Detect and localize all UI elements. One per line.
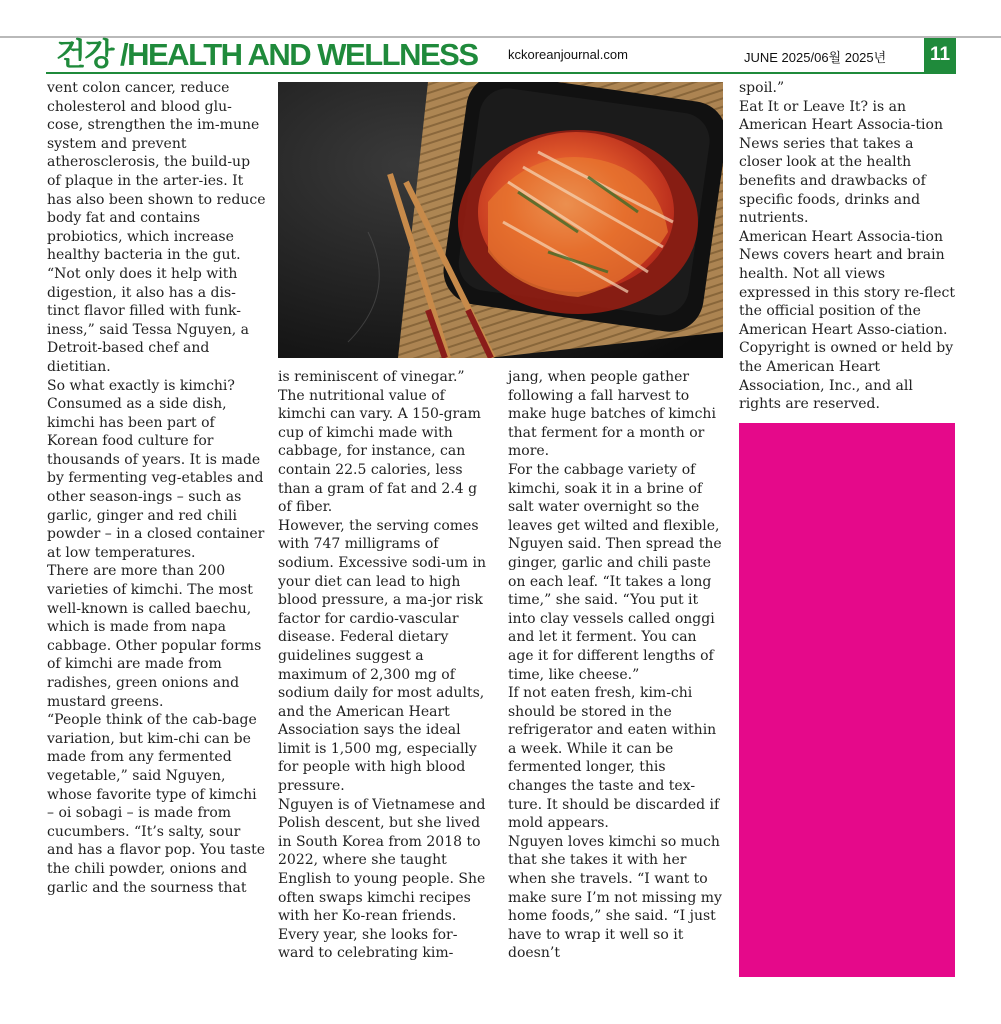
paragraph: For the cabbage variety of kimchi, soak it in a brine of salt water overnight so the leaves get wilted and flexible, Nguyen said. Then spread the ginger, garlic and chili paste on each leaf. “It takes a long time,” she said. “You put it into clay vessels called onggi and let it ferment. You can age it for different lengths of time, like cheese.” — [508, 461, 722, 683]
page-number: 11 — [924, 38, 956, 72]
paragraph: vent colon cancer, reduce cholesterol and blood glu-cose, strengthen the im-mune system and prevent atherosclerosis, the build-up of plaque in the arter-ies. It has also been shown to reduce body fat and contains probiotics, which increase healthy bacteria in the gut. — [47, 80, 266, 264]
site-url: kckoreanjournal.com — [508, 47, 628, 62]
section-title: 건강 /HEALTH AND WELLNESS — [56, 37, 478, 72]
kimchi-photo — [278, 82, 723, 358]
advertisement-block[interactable] — [739, 423, 955, 977]
paragraph: Eat It or Leave It? is an American Heart Associa-tion News series that takes a closer look at the health benefits and drawbacks of specific foods, drinks and nutrients. — [739, 98, 943, 227]
paragraph: American Heart Associa-tion News covers heart and brain health. Not all views expressed in this story re-flect the official position of the American Heart Asso-ciation. Copyright is owned or held by the American Heart Association, Inc., and all rights are reserved. — [739, 228, 955, 413]
issue-date: JUNE 2025/06월 2025년 — [744, 50, 887, 65]
paragraph: There are more than 200 varieties of kimchi. The most well-known is called baechu, which is made from napa cabbage. Other popular forms of kimchi are made from radishes, green onions and mustard greens. — [47, 563, 262, 710]
paragraph: However, the serving comes with 747 milligrams of sodium. Excessive sodi-um in your diet can lead to high blood pressure, a ma-jor risk factor for cardio-vascular disease. Federal dietary guidelines suggest a maximum of 2,300 mg of sodium daily for most adults, and the American Heart Association says the ideal limit is 1,500 mg, especially for people with high blood pressure. — [278, 517, 486, 795]
paragraph: If not eaten fresh, kim-chi should be stored in the refrigerator and eaten within a week. While it can be fermented longer, this changes the taste and tex-ture. It should be discarded if mold appears. — [508, 685, 720, 832]
paragraph: jang, when people gather following a fall harvest to make huge batches of kimchi that ferment for a month or more. — [508, 369, 716, 460]
paragraph: So what exactly is kimchi? Consumed as a side dish, kimchi has been part of Korean food culture for thousands of years. It is made by fermenting veg-etables and other season-ings – such as garlic, ginger and red chili powder – in a closed container at low temperatures. — [47, 377, 265, 561]
kimchi-bowl-image — [278, 82, 723, 358]
paragraph: spoil.” — [739, 80, 785, 96]
paragraph: “Not only does it help with digestion, it also has a dis-tinct flavor filled with funk-iness,” said Tessa Nguyen, a Detroit-based chef and dietitian. — [47, 265, 250, 375]
article-column-3 — [508, 368, 724, 963]
paragraph: Nguyen loves kimchi so much that she takes it with her when she travels. “I want to make sure I’m not missing my home foods,” she said. “I just have to wrap it well so it doesn’t — [508, 833, 722, 962]
paragraph: Every year, she looks for-ward to celebrating kim- — [278, 926, 458, 962]
article-column-2 — [278, 368, 490, 963]
article-column-4 — [739, 79, 957, 414]
page-header — [46, 38, 956, 72]
header-rule — [46, 72, 956, 74]
paragraph: “People think of the cab-bage variation, but kim-chi can be made from any fermented vegetable,” said Nguyen, whose favorite type of kimchi – oi sobagi – is made from cucumbers. “It’s salty, sour and has a flavor pop. You taste the chili powder, onions and garlic and the sourness that — [47, 712, 265, 896]
paragraph: is reminiscent of vinegar.” The nutritional value of kimchi can vary. A 150-gram cup of kimchi made with cabbage, for instance, can contain 22.5 calories, less than a gram of fat and 2.4 g of fiber. — [278, 369, 481, 516]
article-column-1 — [47, 79, 267, 897]
paragraph: Nguyen is of Vietnamese and Polish descent, but she lived in South Korea from 2018 to 2022, where she taught English to young people. She often swaps kimchi recipes with her Ko-rean friends. — [278, 796, 486, 925]
